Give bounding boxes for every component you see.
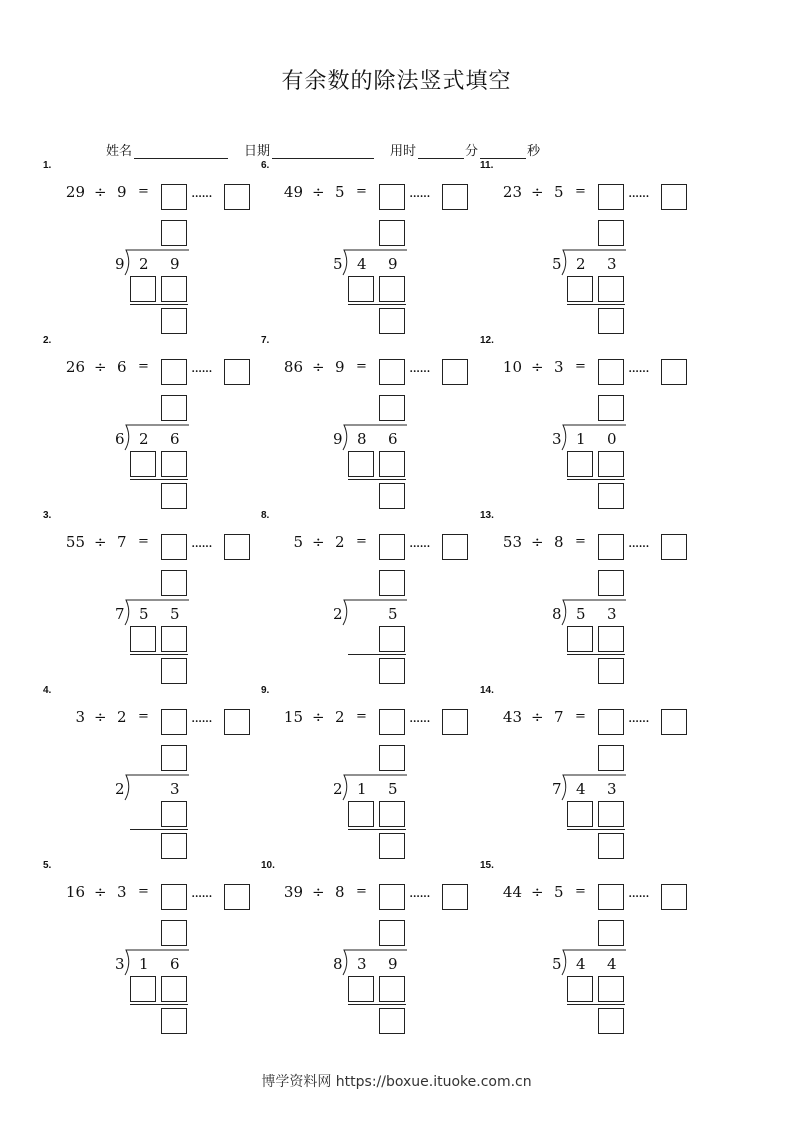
dividend-digit-tens: 5 xyxy=(576,605,586,623)
dividend-digit-ones: 3 xyxy=(170,780,180,798)
name-field[interactable] xyxy=(134,144,228,159)
dividend-digit-ones: 9 xyxy=(388,255,398,273)
ld-quotient-box[interactable] xyxy=(598,745,624,771)
dividend-digit-tens: 1 xyxy=(139,955,149,973)
remainder-box[interactable] xyxy=(661,534,687,560)
quotient-box[interactable] xyxy=(161,709,187,735)
product-box-tens[interactable] xyxy=(130,626,156,652)
problem-number: 3. xyxy=(43,510,52,521)
dividend: 5 xyxy=(293,533,303,551)
ld-quotient-box[interactable] xyxy=(598,570,624,596)
subtraction-line xyxy=(567,1004,625,1005)
ld-divisor: 7 xyxy=(552,780,562,798)
ld-quotient-box[interactable] xyxy=(598,220,624,246)
dividend-digit-ones: 9 xyxy=(170,255,180,273)
product-box-tens[interactable] xyxy=(348,976,374,1002)
division-bracket xyxy=(123,949,193,979)
division-bracket xyxy=(123,774,193,804)
product-box-ones[interactable] xyxy=(598,276,624,302)
product-box-ones[interactable] xyxy=(161,976,187,1002)
division-bracket xyxy=(123,249,193,279)
problem-number: 14. xyxy=(480,685,494,696)
ld-remainder-box[interactable] xyxy=(379,308,405,334)
remainder-box[interactable] xyxy=(661,359,687,385)
subtraction-line xyxy=(130,304,188,305)
equals-sign: = xyxy=(575,709,586,724)
problem-number: 10. xyxy=(261,860,275,871)
dividend-digit-tens: 2 xyxy=(139,255,149,273)
dividend-digit-ones: 6 xyxy=(170,955,180,973)
equals-sign: = xyxy=(575,359,586,374)
product-box-ones[interactable] xyxy=(161,276,187,302)
ld-divisor: 8 xyxy=(333,955,343,973)
dividend-digit-tens: 3 xyxy=(357,955,367,973)
division-sign: ÷ xyxy=(312,183,325,201)
dividend: 49 xyxy=(283,183,303,201)
name-label: 姓名 xyxy=(106,144,133,159)
product-box-ones[interactable] xyxy=(598,976,624,1002)
date-field[interactable] xyxy=(272,144,374,159)
product-box-ones[interactable] xyxy=(379,451,405,477)
equals-sign: = xyxy=(575,184,586,199)
dividend-digit-ones: 3 xyxy=(607,780,617,798)
division-sign: ÷ xyxy=(531,708,544,726)
ellipsis-dots: ······ xyxy=(628,714,649,730)
product-box-tens[interactable] xyxy=(348,276,374,302)
quotient-box[interactable] xyxy=(598,884,624,910)
ld-quotient-box[interactable] xyxy=(161,395,187,421)
subtraction-line xyxy=(348,304,406,305)
quotient-box[interactable] xyxy=(161,534,187,560)
ld-divisor: 7 xyxy=(115,605,125,623)
ld-divisor: 5 xyxy=(552,955,562,973)
ld-remainder-box[interactable] xyxy=(379,658,405,684)
division-bracket xyxy=(341,249,411,279)
remainder-box[interactable] xyxy=(442,359,468,385)
dividend-digit-ones: 6 xyxy=(388,430,398,448)
ld-divisor: 3 xyxy=(552,430,562,448)
divisor: 9 xyxy=(117,183,127,201)
division-sign: ÷ xyxy=(94,708,107,726)
ellipsis-dots: ······ xyxy=(409,364,430,380)
ld-quotient-box[interactable] xyxy=(161,920,187,946)
division-sign: ÷ xyxy=(94,533,107,551)
quotient-box[interactable] xyxy=(598,184,624,210)
product-box-tens[interactable] xyxy=(567,976,593,1002)
division-bracket xyxy=(341,774,411,804)
ld-remainder-box[interactable] xyxy=(598,833,624,859)
quotient-box[interactable] xyxy=(379,884,405,910)
ld-quotient-box[interactable] xyxy=(161,220,187,246)
divisor: 5 xyxy=(335,183,345,201)
equals-sign: = xyxy=(356,884,367,899)
ld-divisor: 6 xyxy=(115,430,125,448)
problem-1 xyxy=(43,160,263,333)
problem-number: 4. xyxy=(43,685,52,696)
ld-quotient-box[interactable] xyxy=(161,745,187,771)
problem-4 xyxy=(43,685,263,858)
dividend-digit-ones: 3 xyxy=(607,255,617,273)
division-sign: ÷ xyxy=(312,883,325,901)
equals-sign: = xyxy=(356,184,367,199)
equals-sign: = xyxy=(138,884,149,899)
product-box-tens[interactable] xyxy=(567,626,593,652)
divisor: 2 xyxy=(335,533,345,551)
quotient-box[interactable] xyxy=(161,884,187,910)
seconds-label: 秒 xyxy=(527,144,541,159)
dividend: 86 xyxy=(283,358,303,376)
dividend-digit-ones: 4 xyxy=(607,955,617,973)
problem-12 xyxy=(480,335,700,508)
division-sign: ÷ xyxy=(94,183,107,201)
product-box-ones[interactable] xyxy=(379,276,405,302)
ld-quotient-box[interactable] xyxy=(379,745,405,771)
subtraction-line xyxy=(348,829,406,830)
problem-number: 15. xyxy=(480,860,494,871)
ellipsis-dots: ······ xyxy=(191,539,212,555)
product-box-tens[interactable] xyxy=(348,801,374,827)
dividend-digit-ones: 3 xyxy=(607,605,617,623)
dividend-digit-tens: 4 xyxy=(357,255,367,273)
dividend-digit-ones: 9 xyxy=(388,955,398,973)
division-sign: ÷ xyxy=(531,358,544,376)
problem-9 xyxy=(261,685,481,858)
quotient-box[interactable] xyxy=(598,359,624,385)
product-box-ones[interactable] xyxy=(379,801,405,827)
division-bracket xyxy=(560,424,630,454)
ellipsis-dots: ······ xyxy=(409,189,430,205)
quotient-box[interactable] xyxy=(379,709,405,735)
division-bracket xyxy=(560,599,630,629)
product-box-ones[interactable] xyxy=(379,626,405,652)
dividend-digit-tens: 2 xyxy=(576,255,586,273)
ld-remainder-box[interactable] xyxy=(598,1008,624,1034)
ld-quotient-box[interactable] xyxy=(379,395,405,421)
dividend-digit-tens: 5 xyxy=(139,605,149,623)
subtraction-line xyxy=(348,479,406,480)
quotient-box[interactable] xyxy=(161,359,187,385)
ld-divisor: 9 xyxy=(333,430,343,448)
problem-14 xyxy=(480,685,700,858)
equals-sign: = xyxy=(138,534,149,549)
divisor: 3 xyxy=(117,883,127,901)
ld-divisor: 2 xyxy=(115,780,125,798)
ellipsis-dots: ······ xyxy=(628,889,649,905)
division-bracket xyxy=(341,424,411,454)
ld-divisor: 5 xyxy=(552,255,562,273)
quotient-box[interactable] xyxy=(379,184,405,210)
division-bracket xyxy=(123,424,193,454)
quotient-box[interactable] xyxy=(598,534,624,560)
equals-sign: = xyxy=(356,534,367,549)
ld-remainder-box[interactable] xyxy=(598,483,624,509)
division-bracket xyxy=(341,949,411,979)
divisor: 9 xyxy=(335,358,345,376)
problem-number: 2. xyxy=(43,335,52,346)
ld-divisor: 8 xyxy=(552,605,562,623)
ld-remainder-box[interactable] xyxy=(161,658,187,684)
division-sign: ÷ xyxy=(531,533,544,551)
ld-remainder-box[interactable] xyxy=(598,658,624,684)
equals-sign: = xyxy=(356,359,367,374)
minutes-label: 分 xyxy=(465,144,479,159)
dividend: 44 xyxy=(502,883,522,901)
divisor: 6 xyxy=(117,358,127,376)
product-box-ones[interactable] xyxy=(161,801,187,827)
product-box-tens[interactable] xyxy=(130,451,156,477)
division-sign: ÷ xyxy=(312,708,325,726)
product-box-tens[interactable] xyxy=(348,451,374,477)
dividend-digit-ones: 5 xyxy=(388,780,398,798)
ld-quotient-box[interactable] xyxy=(598,920,624,946)
divisor: 2 xyxy=(117,708,127,726)
product-box-tens[interactable] xyxy=(567,276,593,302)
subtraction-line xyxy=(130,654,188,655)
division-sign: ÷ xyxy=(312,358,325,376)
division-bracket xyxy=(560,774,630,804)
equals-sign: = xyxy=(575,884,586,899)
dividend-digit-ones: 0 xyxy=(607,430,617,448)
ld-quotient-box[interactable] xyxy=(161,570,187,596)
division-bracket xyxy=(341,599,411,629)
remainder-box[interactable] xyxy=(661,884,687,910)
date-label: 日期 xyxy=(244,144,271,159)
ellipsis-dots: ······ xyxy=(409,889,430,905)
product-box-ones[interactable] xyxy=(161,451,187,477)
problem-number: 7. xyxy=(261,335,270,346)
remainder-box[interactable] xyxy=(661,184,687,210)
ld-divisor: 5 xyxy=(333,255,343,273)
divisor: 7 xyxy=(554,708,564,726)
subtraction-line xyxy=(567,654,625,655)
equals-sign: = xyxy=(138,709,149,724)
divisor: 8 xyxy=(335,883,345,901)
ld-quotient-box[interactable] xyxy=(379,220,405,246)
problem-10 xyxy=(261,860,481,1033)
ellipsis-dots: ······ xyxy=(628,539,649,555)
equals-sign: = xyxy=(138,184,149,199)
time-label: 用时 xyxy=(390,144,417,159)
division-bracket xyxy=(123,599,193,629)
dividend: 43 xyxy=(502,708,522,726)
ld-quotient-box[interactable] xyxy=(379,920,405,946)
remainder-box[interactable] xyxy=(442,534,468,560)
ellipsis-dots: ······ xyxy=(191,364,212,380)
dividend-digit-tens: 1 xyxy=(576,430,586,448)
problem-number: 6. xyxy=(261,160,270,171)
dividend: 16 xyxy=(65,883,85,901)
problem-number: 11. xyxy=(480,160,494,171)
ellipsis-dots: ······ xyxy=(409,714,430,730)
ld-remainder-box[interactable] xyxy=(161,308,187,334)
remainder-box[interactable] xyxy=(224,534,250,560)
equals-sign: = xyxy=(356,709,367,724)
dividend: 3 xyxy=(75,708,85,726)
ld-quotient-box[interactable] xyxy=(598,395,624,421)
dividend: 55 xyxy=(65,533,85,551)
remainder-box[interactable] xyxy=(442,709,468,735)
division-sign: ÷ xyxy=(94,883,107,901)
quotient-box[interactable] xyxy=(379,534,405,560)
problem-number: 9. xyxy=(261,685,270,696)
subtraction-line xyxy=(348,1004,406,1005)
division-sign: ÷ xyxy=(312,533,325,551)
problem-6 xyxy=(261,160,481,333)
ellipsis-dots: ······ xyxy=(628,189,649,205)
divisor: 5 xyxy=(554,183,564,201)
dividend-digit-tens: 1 xyxy=(357,780,367,798)
ellipsis-dots: ······ xyxy=(409,539,430,555)
ld-remainder-box[interactable] xyxy=(161,483,187,509)
dividend-digit-tens: 4 xyxy=(576,955,586,973)
problem-15 xyxy=(480,860,700,1033)
remainder-box[interactable] xyxy=(224,709,250,735)
problem-13 xyxy=(480,510,700,683)
dividend-digit-ones: 5 xyxy=(170,605,180,623)
ellipsis-dots: ······ xyxy=(191,889,212,905)
dividend-digit-tens: 8 xyxy=(357,430,367,448)
ld-divisor: 2 xyxy=(333,780,343,798)
division-bracket xyxy=(560,249,630,279)
divisor: 8 xyxy=(554,533,564,551)
subtraction-line xyxy=(567,479,625,480)
remainder-box[interactable] xyxy=(442,184,468,210)
quotient-box[interactable] xyxy=(379,359,405,385)
equals-sign: = xyxy=(138,359,149,374)
divisor: 5 xyxy=(554,883,564,901)
ld-divisor: 9 xyxy=(115,255,125,273)
remainder-box[interactable] xyxy=(224,884,250,910)
problem-number: 5. xyxy=(43,860,52,871)
ld-remainder-box[interactable] xyxy=(379,483,405,509)
quotient-box[interactable] xyxy=(598,709,624,735)
problem-2 xyxy=(43,335,263,508)
problem-5 xyxy=(43,860,263,1033)
subtraction-line xyxy=(130,1004,188,1005)
minutes-field[interactable] xyxy=(418,144,464,159)
problem-7 xyxy=(261,335,481,508)
ld-divisor: 3 xyxy=(115,955,125,973)
problem-number: 13. xyxy=(480,510,494,521)
ld-remainder-box[interactable] xyxy=(379,1008,405,1034)
problem-number: 12. xyxy=(480,335,494,346)
product-box-ones[interactable] xyxy=(379,976,405,1002)
subtraction-line xyxy=(567,304,625,305)
remainder-box[interactable] xyxy=(442,884,468,910)
product-box-tens[interactable] xyxy=(130,276,156,302)
division-bracket xyxy=(560,949,630,979)
problem-3 xyxy=(43,510,263,683)
dividend: 23 xyxy=(502,183,522,201)
seconds-field[interactable] xyxy=(480,144,526,159)
ellipsis-dots: ······ xyxy=(191,189,212,205)
dividend-digit-tens: 2 xyxy=(139,430,149,448)
ld-remainder-box[interactable] xyxy=(161,1008,187,1034)
product-box-tens[interactable] xyxy=(130,976,156,1002)
equals-sign: = xyxy=(575,534,586,549)
ld-remainder-box[interactable] xyxy=(161,833,187,859)
dividend: 39 xyxy=(283,883,303,901)
dividend-digit-ones: 6 xyxy=(170,430,180,448)
division-sign: ÷ xyxy=(94,358,107,376)
ld-quotient-box[interactable] xyxy=(379,570,405,596)
product-box-ones[interactable] xyxy=(598,451,624,477)
division-sign: ÷ xyxy=(531,883,544,901)
product-box-ones[interactable] xyxy=(598,801,624,827)
ld-divisor: 2 xyxy=(333,605,343,623)
remainder-box[interactable] xyxy=(224,184,250,210)
dividend: 29 xyxy=(65,183,85,201)
divisor: 7 xyxy=(117,533,127,551)
subtraction-line xyxy=(130,479,188,480)
remainder-box[interactable] xyxy=(224,359,250,385)
dividend: 53 xyxy=(502,533,522,551)
dividend-digit-ones: 5 xyxy=(388,605,398,623)
dividend: 10 xyxy=(502,358,522,376)
subtraction-line xyxy=(348,654,406,655)
subtraction-line xyxy=(130,829,188,830)
info-row xyxy=(106,140,542,159)
ld-remainder-box[interactable] xyxy=(598,308,624,334)
problem-number: 1. xyxy=(43,160,52,171)
subtraction-line xyxy=(567,829,625,830)
dividend-digit-tens: 4 xyxy=(576,780,586,798)
product-box-tens[interactable] xyxy=(567,451,593,477)
dividend: 15 xyxy=(283,708,303,726)
problem-number: 8. xyxy=(261,510,270,521)
page-title: 有余数的除法竖式填空 xyxy=(281,69,512,94)
ld-remainder-box[interactable] xyxy=(379,833,405,859)
product-box-ones[interactable] xyxy=(161,626,187,652)
divisor: 3 xyxy=(554,358,564,376)
divisor: 2 xyxy=(335,708,345,726)
remainder-box[interactable] xyxy=(661,709,687,735)
division-sign: ÷ xyxy=(531,183,544,201)
footer-source: 博学资料网 https://boxue.ituoke.com.cn xyxy=(261,1074,532,1090)
ellipsis-dots: ······ xyxy=(191,714,212,730)
product-box-ones[interactable] xyxy=(598,626,624,652)
problem-11 xyxy=(480,160,700,333)
ellipsis-dots: ······ xyxy=(628,364,649,380)
product-box-tens[interactable] xyxy=(567,801,593,827)
problem-8 xyxy=(261,510,481,683)
quotient-box[interactable] xyxy=(161,184,187,210)
dividend: 26 xyxy=(65,358,85,376)
